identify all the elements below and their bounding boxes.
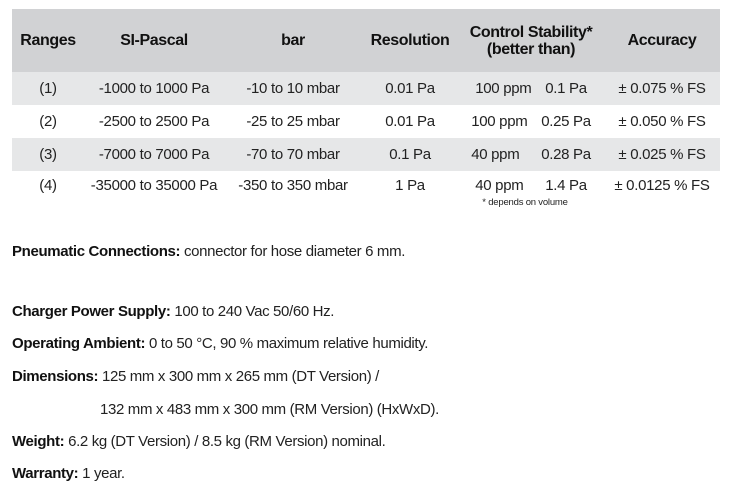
header-accuracy: Accuracy bbox=[604, 9, 720, 72]
resolution-cell: 1 Pa bbox=[395, 177, 425, 194]
dimensions-line-2: 132 mm x 483 mm x 300 mm (RM Version) (HxWxD). bbox=[100, 401, 439, 418]
spec-label: Weight: bbox=[12, 433, 65, 450]
stability-cell bbox=[458, 138, 604, 171]
header-resolution: Resolution bbox=[362, 9, 458, 72]
header-control-stability bbox=[458, 9, 604, 72]
spec-value: 6.2 kg (DT Version) / 8.5 kg (RM Version) nominal. bbox=[64, 433, 386, 450]
stability-cell bbox=[458, 171, 604, 208]
resolution-cell: 0.01 Pa bbox=[362, 72, 458, 105]
range-cell: (4) bbox=[39, 177, 57, 194]
spec-label: Warranty: bbox=[12, 465, 79, 482]
spec-value: 125 mm x 300 mm x 265 mm (DT Version) / bbox=[98, 368, 379, 385]
resolution-cell: 0.1 Pa bbox=[362, 138, 458, 171]
header-si-pascal: SI-Pascal bbox=[84, 9, 224, 72]
pneumatic-connections-line bbox=[12, 243, 405, 260]
header-stability-line1: Control Stability* bbox=[469, 23, 593, 41]
spec-label: Dimensions: bbox=[12, 368, 99, 385]
bar-cell: -25 to 25 mbar bbox=[246, 113, 340, 130]
spec-label: Pneumatic Connections: bbox=[12, 243, 181, 260]
stability-ppm: 40 ppm bbox=[471, 146, 520, 163]
table-row bbox=[12, 138, 720, 171]
table-row bbox=[12, 72, 720, 105]
stability-ppm: 40 ppm bbox=[475, 177, 524, 194]
stability-footnote: * depends on volume bbox=[482, 197, 568, 208]
spec-value: connector for hose diameter 6 mm. bbox=[180, 243, 406, 260]
bar-cell: -350 to 350 mbar bbox=[238, 177, 348, 194]
operating-ambient-line bbox=[12, 335, 428, 352]
accuracy-cell: ± 0.025 % FS bbox=[604, 138, 720, 171]
stability-pa: 0.25 Pa bbox=[541, 113, 591, 130]
table-header-row bbox=[12, 9, 720, 72]
pascal-cell: -1000 to 1000 Pa bbox=[84, 72, 224, 105]
accuracy-cell: ± 0.075 % FS bbox=[604, 72, 720, 105]
stability-ppm: 100 ppm bbox=[475, 80, 532, 97]
spec-value: 100 to 240 Vac 50/60 Hz. bbox=[170, 303, 335, 320]
dimensions-line bbox=[12, 368, 379, 385]
pascal-cell: -35000 to 35000 Pa bbox=[90, 177, 218, 194]
spec-label: Charger Power Supply: bbox=[12, 303, 171, 320]
weight-line bbox=[12, 433, 385, 450]
spec-label: Operating Ambient: bbox=[12, 335, 146, 352]
stability-pa: 0.28 Pa bbox=[541, 146, 591, 163]
stability-pa: 1.4 Pa bbox=[545, 177, 587, 194]
spec-value: 1 year. bbox=[78, 465, 125, 482]
range-cell: (1) bbox=[12, 72, 84, 105]
stability-cell bbox=[458, 105, 604, 138]
accuracy-cell: ± 0.0125 % FS bbox=[614, 177, 710, 194]
bar-cell: -70 to 70 mbar bbox=[224, 138, 362, 171]
header-bar: bar bbox=[224, 9, 362, 72]
header-stability-line2: (better than) bbox=[486, 40, 576, 58]
stability-cell bbox=[458, 72, 604, 105]
warranty-line bbox=[12, 465, 125, 482]
charger-power-line bbox=[12, 303, 334, 320]
bar-cell: -10 to 10 mbar bbox=[224, 72, 362, 105]
spec-value: 0 to 50 °C, 90 % maximum relative humidity. bbox=[145, 335, 429, 352]
stability-pa: 0.1 Pa bbox=[545, 80, 587, 97]
resolution-cell: 0.01 Pa bbox=[385, 113, 435, 130]
range-cell: (3) bbox=[12, 138, 84, 171]
range-cell: (2) bbox=[39, 113, 57, 130]
header-ranges: Ranges bbox=[12, 9, 84, 72]
pascal-cell: -7000 to 7000 Pa bbox=[84, 138, 224, 171]
specifications-table bbox=[12, 9, 720, 208]
pascal-cell: -2500 to 2500 Pa bbox=[98, 113, 210, 130]
table-row bbox=[12, 105, 720, 138]
stability-ppm: 100 ppm bbox=[471, 113, 528, 130]
table-row bbox=[12, 171, 720, 208]
accuracy-cell: ± 0.050 % FS bbox=[618, 113, 706, 130]
